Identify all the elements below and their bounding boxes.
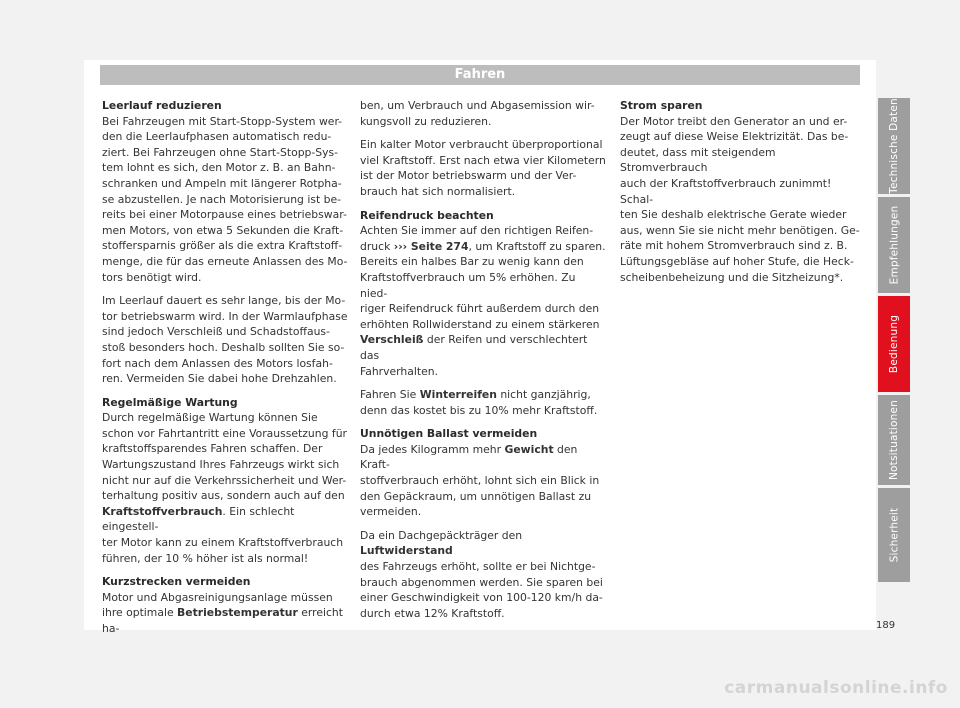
tab-sicherheit[interactable]: Sicherheit: [878, 488, 910, 582]
paragraph: Ein kalter Motor verbraucht überproportional viel Kraftstoff. Erst nach etwa vier Kilometern ist der Motor betriebswarm und der Ver- brauch hat sich normalisiert.: [360, 138, 606, 198]
heading-leerlauf: Leerlauf reduzieren: [102, 99, 222, 112]
page-reference-link[interactable]: ››› Seite 274: [393, 239, 469, 253]
paragraph: Durch regelmäßige Wartung können Sie schon vor Fahrtantritt eine Voraussetzung für kraftstoffsparendes Fahren schaffen. Der Wartungszustand Ihres Fahrzeugs wirkt sich nicht nur auf die Verkehrssicherheit und Wer- terhaltung positiv aus, sondern auch auf den Kraftstoffverbrauch. Ein schlecht eingestell- ter Motor kann zu einem Kraftstoffverbrauch führen, der 10 % höher ist als normal!: [102, 411, 347, 565]
tab-bedienung[interactable]: Bedienung: [878, 296, 910, 392]
heading-wartung: Regelmäßige Wartung: [102, 395, 238, 409]
paragraph: ben, um Verbrauch und Abgasemission wir- kungsvoll zu reduzieren.: [360, 99, 595, 128]
heading-strom: Strom sparen: [620, 99, 703, 112]
paragraph: Fahren Sie Winterreifen nicht ganzjährig, denn das kostet bis zu 10% mehr Kraftstoff.: [360, 388, 598, 417]
paragraph: Achten Sie immer auf den richtigen Reifen- druck ››› Seite 274, um Kraftstoff zu sparen. Bereits ein halbes Bar zu wenig kann den Kraftstoffverbrauch um 5% erhöhen. Zu nied- riger Reifendruck führt außerdem durch den erhöhten Rollwiderstand zu einem stärkeren Verschleiß der Reifen und verschlechtert das Fahrverhalten.: [360, 224, 606, 378]
paragraph: Da jedes Kilogramm mehr Gewicht den Kraft- stoffverbrauch erhöht, lohnt sich ein Blick in den Gepäckraum, um unnötigen Ballast zu vermeiden.: [360, 442, 600, 519]
tab-empfehlungen[interactable]: Empfehlungen: [878, 197, 910, 293]
section-header: [100, 65, 860, 85]
section-title: Fahren: [454, 67, 506, 82]
text-column-1: [102, 98, 348, 645]
page-number: 189: [876, 620, 896, 631]
paragraph: Motor und Abgasreinigungsanlage müssen ihre optimale Betriebstemperatur erreicht ha-: [102, 590, 344, 635]
tab-notsituationen[interactable]: Notsituationen: [878, 395, 910, 485]
paragraph: Da ein Dachgepäckträger den Luftwiderstand des Fahrzeugs erhöht, sollte er bei Nichtge- brauch abgenommen werden. Sie sparen bei einer Geschwindigkeit von 100-120 km/h da- durch etwa 12% Kraftstoff.: [360, 528, 603, 620]
heading-kurzstrecken: Kurzstrecken vermeiden: [102, 575, 251, 589]
heading-reifendruck: Reifendruck beachten: [360, 208, 494, 222]
heading-ballast: Unnötigen Ballast vermeiden: [360, 427, 538, 441]
text-column-2: [360, 98, 606, 629]
paragraph: Im Leerlauf dauert es sehr lange, bis der Mo- tor betriebswarm wird. In der Warmlaufphase sind jedoch Verschleiß und Schadstoffaus- stoß besonders hoch. Deshalb sollten Sie so- fort nach dem Anlassen des Motors losfah- ren. Vermeiden Sie dabei hohe Drehzahlen.: [102, 294, 348, 386]
paragraph: Bei Fahrzeugen mit Start-Stopp-System wer- den die Leerlaufphasen automatisch redu- ziert. Bei Fahrzeugen ohne Start-Stopp-Sys- tem lohnt es sich, den Motor z. B. an Bahn- schranken und Ampeln mit längerer Rotpha- se abzustellen. Je nach Motorisierung ist be- reits bei einer Motorpause eines betriebswar- men Motors, von etwa 5 Sekunden die Kraft- stoffersparnis größer als die extra Kraftstoff- menge, die für das erneute Anlassen des Mo- tors benötigt wird.: [102, 114, 348, 284]
text-column-3: [620, 98, 860, 293]
paragraph: Der Motor treibt den Generator an und er- zeugt auf diese Weise Elektrizität. Das be- deutet, dass mit steigendem Stromverbrauch auch der Kraftstoffverbrauch zunimmt! Schal- ten Sie deshalb elektrische Gerate wieder aus, wenn Sie sie nicht mehr benötigen. Ge- räte mit hohem Stromverbrauch sind z. B. Lüftungsgebläse auf hoher Stufe, die Heck- scheibenbeheizung und die Sitzheizung*.: [620, 114, 860, 284]
watermark: carmanualsonline.info: [724, 678, 948, 698]
tab-technische-daten[interactable]: Technische Daten: [878, 98, 910, 194]
